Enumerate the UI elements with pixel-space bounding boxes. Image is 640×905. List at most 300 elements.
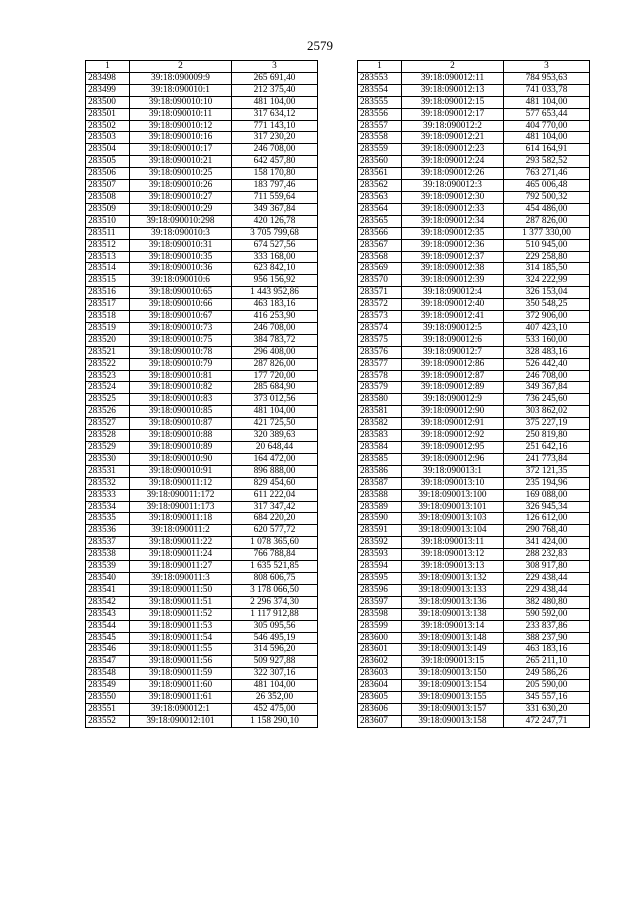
cadastral-number-cell: 39:18:090012:91 <box>402 418 504 430</box>
value-cell: 533 160,00 <box>504 334 590 346</box>
cadastral-number-cell: 39:18:090011:18 <box>130 513 232 525</box>
value-cell: 287 826,00 <box>232 358 318 370</box>
value-cell: 293 582,52 <box>504 156 590 168</box>
cadastral-number-cell: 39:18:090010:26 <box>130 180 232 192</box>
value-cell: 308 917,80 <box>504 561 590 573</box>
cadastral-number-cell: 39:18:090010:10 <box>130 96 232 108</box>
cadastral-number-cell: 39:18:090013:138 <box>402 608 504 620</box>
cadastral-number-cell: 39:18:090010:11 <box>130 108 232 120</box>
table-row <box>86 418 318 430</box>
left-table <box>85 60 318 728</box>
table-row <box>358 382 590 394</box>
value-cell: 350 548,25 <box>504 299 590 311</box>
table-row <box>358 358 590 370</box>
value-cell: 349 367,84 <box>232 203 318 215</box>
cadastral-number-cell: 39:18:090013:136 <box>402 596 504 608</box>
cadastral-number-cell: 39:18:090013:104 <box>402 525 504 537</box>
value-cell: 481 104,00 <box>504 96 590 108</box>
cadastral-number-cell: 39:18:090010:81 <box>130 370 232 382</box>
cadastral-number-cell: 39:18:090011:56 <box>130 656 232 668</box>
cadastral-number-cell: 39:18:090010:1 <box>130 84 232 96</box>
row-number-cell: 283545 <box>86 632 130 644</box>
table-row <box>358 191 590 203</box>
value-cell: 250 819,80 <box>504 430 590 442</box>
cadastral-number-cell: 39:18:090010:29 <box>130 203 232 215</box>
table-row <box>86 72 318 84</box>
table-row <box>358 608 590 620</box>
table-row <box>86 584 318 596</box>
row-number-cell: 283526 <box>86 406 130 418</box>
table-row <box>358 656 590 668</box>
row-number-cell: 283572 <box>358 299 402 311</box>
cadastral-number-cell: 39:18:090010:82 <box>130 382 232 394</box>
cadastral-number-cell: 39:18:090012:15 <box>402 96 504 108</box>
row-number-cell: 283500 <box>86 96 130 108</box>
table-row <box>358 96 590 108</box>
value-cell: 384 783,72 <box>232 334 318 346</box>
table-row <box>86 215 318 227</box>
cadastral-number-cell: 39:18:090011:3 <box>130 572 232 584</box>
cadastral-number-cell: 39:18:090012:101 <box>130 715 232 727</box>
row-number-cell: 283567 <box>358 239 402 251</box>
table-row <box>86 525 318 537</box>
table-row <box>86 608 318 620</box>
value-cell: 241 773,84 <box>504 453 590 465</box>
value-cell: 317 347,42 <box>232 501 318 513</box>
column-header-1: 1 <box>358 61 402 73</box>
row-number-cell: 283589 <box>358 501 402 513</box>
table-row <box>358 465 590 477</box>
cadastral-number-cell: 39:18:090010:79 <box>130 358 232 370</box>
value-cell: 2 296 374,30 <box>232 596 318 608</box>
row-number-cell: 283597 <box>358 596 402 608</box>
row-number-cell: 283537 <box>86 537 130 549</box>
row-number-cell: 283510 <box>86 215 130 227</box>
value-cell: 620 577,72 <box>232 525 318 537</box>
value-cell: 771 143,10 <box>232 120 318 132</box>
row-number-cell: 283604 <box>358 680 402 692</box>
table-row <box>358 203 590 215</box>
value-cell: 229 438,44 <box>504 584 590 596</box>
cadastral-number-cell: 39:18:090011:27 <box>130 561 232 573</box>
value-cell: 326 945,34 <box>504 501 590 513</box>
row-number-cell: 283530 <box>86 453 130 465</box>
cadastral-number-cell: 39:18:090012:33 <box>402 203 504 215</box>
cadastral-number-cell: 39:18:090010:6 <box>130 275 232 287</box>
row-number-cell: 283595 <box>358 572 402 584</box>
row-number-cell: 283582 <box>358 418 402 430</box>
table-row <box>358 584 590 596</box>
table-row <box>358 156 590 168</box>
table-row <box>358 334 590 346</box>
cadastral-number-cell: 39:18:090010:36 <box>130 263 232 275</box>
page-number: 2579 <box>307 38 333 53</box>
cadastral-number-cell: 39:18:090013:1 <box>402 465 504 477</box>
value-cell: 1 117 912,88 <box>232 608 318 620</box>
row-number-cell: 283563 <box>358 191 402 203</box>
row-number-cell: 283602 <box>358 656 402 668</box>
cadastral-number-cell: 39:18:090012:38 <box>402 263 504 275</box>
value-cell: 454 486,00 <box>504 203 590 215</box>
cadastral-number-cell: 39:18:090010:91 <box>130 465 232 477</box>
cadastral-number-cell: 39:18:090012:21 <box>402 132 504 144</box>
row-number-cell: 283558 <box>358 132 402 144</box>
row-number-cell: 283573 <box>358 311 402 323</box>
table-row <box>86 394 318 406</box>
value-cell: 792 500,32 <box>504 191 590 203</box>
table-row <box>358 263 590 275</box>
table-row <box>86 263 318 275</box>
cadastral-number-cell: 39:18:090012:3 <box>402 180 504 192</box>
cadastral-number-cell: 39:18:090013:155 <box>402 692 504 704</box>
table-row <box>358 644 590 656</box>
table-row <box>86 156 318 168</box>
row-number-cell: 283525 <box>86 394 130 406</box>
cadastral-number-cell: 39:18:090012:36 <box>402 239 504 251</box>
row-number-cell: 283522 <box>86 358 130 370</box>
row-number-cell: 283548 <box>86 668 130 680</box>
row-number-cell: 283535 <box>86 513 130 525</box>
cadastral-number-cell: 39:18:090009:9 <box>130 72 232 84</box>
row-number-cell: 283503 <box>86 132 130 144</box>
row-number-cell: 283600 <box>358 632 402 644</box>
row-number-cell: 283523 <box>86 370 130 382</box>
cadastral-number-cell: 39:18:090012:90 <box>402 406 504 418</box>
value-cell: 3 178 066,50 <box>232 584 318 596</box>
cadastral-number-cell: 39:18:090012:34 <box>402 215 504 227</box>
row-number-cell: 283515 <box>86 275 130 287</box>
table-row <box>86 84 318 96</box>
value-cell: 177 720,00 <box>232 370 318 382</box>
cadastral-number-cell: 39:18:090010:27 <box>130 191 232 203</box>
table-row <box>86 656 318 668</box>
table-row <box>358 370 590 382</box>
row-number-cell: 283505 <box>86 156 130 168</box>
table-row <box>358 239 590 251</box>
table-row <box>86 96 318 108</box>
value-cell: 465 006,48 <box>504 180 590 192</box>
value-cell: 611 222,04 <box>232 489 318 501</box>
row-number-cell: 283516 <box>86 287 130 299</box>
cadastral-number-cell: 39:18:090012:2 <box>402 120 504 132</box>
row-number-cell: 283543 <box>86 608 130 620</box>
table-row <box>358 251 590 263</box>
value-cell: 674 527,56 <box>232 239 318 251</box>
table-row <box>86 382 318 394</box>
row-number-cell: 283546 <box>86 644 130 656</box>
row-number-cell: 283592 <box>358 537 402 549</box>
row-number-cell: 283570 <box>358 275 402 287</box>
cadastral-number-cell: 39:18:090013:157 <box>402 703 504 715</box>
cadastral-number-cell: 39:18:090013:11 <box>402 537 504 549</box>
value-cell: 372 906,00 <box>504 311 590 323</box>
cadastral-number-cell: 39:18:090010:25 <box>130 168 232 180</box>
cadastral-number-cell: 39:18:090013:133 <box>402 584 504 596</box>
table-row <box>358 132 590 144</box>
table-row <box>86 692 318 704</box>
table-row <box>86 144 318 156</box>
value-cell: 246 708,00 <box>232 144 318 156</box>
value-cell: 251 642,16 <box>504 442 590 454</box>
value-cell: 404 770,00 <box>504 120 590 132</box>
cadastral-number-cell: 39:18:090013:14 <box>402 620 504 632</box>
cadastral-number-cell: 39:18:090010:298 <box>130 215 232 227</box>
value-cell: 481 104,00 <box>232 96 318 108</box>
row-number-cell: 283553 <box>358 72 402 84</box>
row-number-cell: 283578 <box>358 370 402 382</box>
row-number-cell: 283594 <box>358 561 402 573</box>
cadastral-number-cell: 39:18:090012:11 <box>402 72 504 84</box>
cadastral-number-cell: 39:18:090011:54 <box>130 632 232 644</box>
table-row <box>86 180 318 192</box>
value-cell: 463 183,16 <box>232 299 318 311</box>
cadastral-number-cell: 39:18:090011:59 <box>130 668 232 680</box>
table-row <box>358 561 590 573</box>
table-row <box>86 287 318 299</box>
value-cell: 420 126,78 <box>232 215 318 227</box>
table-row <box>358 144 590 156</box>
value-cell: 212 375,40 <box>232 84 318 96</box>
value-cell: 169 088,00 <box>504 489 590 501</box>
value-cell: 205 590,00 <box>504 680 590 692</box>
value-cell: 421 725,50 <box>232 418 318 430</box>
table-row <box>86 239 318 251</box>
row-number-cell: 283536 <box>86 525 130 537</box>
table-row <box>86 715 318 727</box>
cadastral-number-cell: 39:18:090012:13 <box>402 84 504 96</box>
table-row <box>86 334 318 346</box>
cadastral-number-cell: 39:18:090011:173 <box>130 501 232 513</box>
row-number-cell: 283498 <box>86 72 130 84</box>
value-cell: 766 788,84 <box>232 549 318 561</box>
row-number-cell: 283518 <box>86 311 130 323</box>
cadastral-number-cell: 39:18:090010:17 <box>130 144 232 156</box>
value-cell: 546 495,19 <box>232 632 318 644</box>
cadastral-number-cell: 39:18:090010:78 <box>130 346 232 358</box>
cadastral-number-cell: 39:18:090010:21 <box>130 156 232 168</box>
cadastral-number-cell: 39:18:090010:35 <box>130 251 232 263</box>
cadastral-number-cell: 39:18:090012:4 <box>402 287 504 299</box>
value-cell: 373 012,56 <box>232 394 318 406</box>
cadastral-number-cell: 39:18:090011:52 <box>130 608 232 620</box>
value-cell: 1 443 952,86 <box>232 287 318 299</box>
value-cell: 388 237,90 <box>504 632 590 644</box>
row-number-cell: 283566 <box>358 227 402 239</box>
value-cell: 233 837,86 <box>504 620 590 632</box>
value-cell: 763 271,46 <box>504 168 590 180</box>
row-number-cell: 283561 <box>358 168 402 180</box>
row-number-cell: 283568 <box>358 251 402 263</box>
table-row <box>358 84 590 96</box>
row-number-cell: 283507 <box>86 180 130 192</box>
value-cell: 345 557,16 <box>504 692 590 704</box>
row-number-cell: 283549 <box>86 680 130 692</box>
cadastral-number-cell: 39:18:090012:7 <box>402 346 504 358</box>
row-number-cell: 283562 <box>358 180 402 192</box>
value-cell: 684 220,20 <box>232 513 318 525</box>
row-number-cell: 283521 <box>86 346 130 358</box>
cadastral-number-cell: 39:18:090011:51 <box>130 596 232 608</box>
value-cell: 229 258,80 <box>504 251 590 263</box>
cadastral-number-cell: 39:18:090010:3 <box>130 227 232 239</box>
value-cell: 463 183,16 <box>504 644 590 656</box>
cadastral-number-cell: 39:18:090013:101 <box>402 501 504 513</box>
value-cell: 317 230,20 <box>232 132 318 144</box>
table-row <box>358 120 590 132</box>
value-cell: 590 592,00 <box>504 608 590 620</box>
value-cell: 314 596,20 <box>232 644 318 656</box>
table-row <box>86 453 318 465</box>
row-number-cell: 283527 <box>86 418 130 430</box>
value-cell: 303 862,02 <box>504 406 590 418</box>
table-row <box>358 632 590 644</box>
row-number-cell: 283501 <box>86 108 130 120</box>
value-cell: 481 104,00 <box>504 132 590 144</box>
value-cell: 328 483,16 <box>504 346 590 358</box>
row-number-cell: 283555 <box>358 96 402 108</box>
table-row <box>358 537 590 549</box>
table-row <box>86 346 318 358</box>
cadastral-number-cell: 39:18:090012:1 <box>130 703 232 715</box>
row-number-cell: 283554 <box>358 84 402 96</box>
table-row <box>358 442 590 454</box>
cadastral-number-cell: 39:18:090012:26 <box>402 168 504 180</box>
cadastral-number-cell: 39:18:090012:30 <box>402 191 504 203</box>
value-cell: 288 232,83 <box>504 549 590 561</box>
table-row <box>358 311 590 323</box>
table-row <box>358 287 590 299</box>
cadastral-number-cell: 39:18:090010:85 <box>130 406 232 418</box>
cadastral-number-cell: 39:18:090010:65 <box>130 287 232 299</box>
value-cell: 183 797,46 <box>232 180 318 192</box>
cadastral-number-cell: 39:18:090012:35 <box>402 227 504 239</box>
cadastral-number-cell: 39:18:090011:50 <box>130 584 232 596</box>
cadastral-number-cell: 39:18:090011:22 <box>130 537 232 549</box>
row-number-cell: 283533 <box>86 489 130 501</box>
table-row <box>86 513 318 525</box>
table-row <box>86 501 318 513</box>
value-cell: 481 104,00 <box>232 680 318 692</box>
value-cell: 285 684,90 <box>232 382 318 394</box>
cadastral-number-cell: 39:18:090012:41 <box>402 311 504 323</box>
cadastral-number-cell: 39:18:090011:53 <box>130 620 232 632</box>
row-number-cell: 283512 <box>86 239 130 251</box>
value-cell: 509 927,88 <box>232 656 318 668</box>
value-cell: 1 158 290,10 <box>232 715 318 727</box>
cadastral-number-cell: 39:18:090013:158 <box>402 715 504 727</box>
table-row <box>86 227 318 239</box>
table-row <box>86 203 318 215</box>
value-cell: 452 475,00 <box>232 703 318 715</box>
table-row <box>86 620 318 632</box>
value-cell: 324 222,99 <box>504 275 590 287</box>
cadastral-number-cell: 39:18:090012:40 <box>402 299 504 311</box>
value-cell: 265 211,10 <box>504 656 590 668</box>
value-cell: 956 156,92 <box>232 275 318 287</box>
value-cell: 808 606,75 <box>232 572 318 584</box>
value-cell: 372 121,35 <box>504 465 590 477</box>
row-number-cell: 283583 <box>358 430 402 442</box>
table-row <box>358 477 590 489</box>
column-header-2: 2 <box>130 61 232 73</box>
cadastral-number-cell: 39:18:090011:55 <box>130 644 232 656</box>
row-number-cell: 283571 <box>358 287 402 299</box>
row-number-cell: 283528 <box>86 430 130 442</box>
column-header-1: 1 <box>86 61 130 73</box>
cadastral-number-cell: 39:18:090010:16 <box>130 132 232 144</box>
value-cell: 577 653,44 <box>504 108 590 120</box>
value-cell: 829 454,60 <box>232 477 318 489</box>
row-number-cell: 283585 <box>358 453 402 465</box>
value-cell: 317 634,12 <box>232 108 318 120</box>
table-row <box>358 322 590 334</box>
value-cell: 331 630,20 <box>504 703 590 715</box>
cadastral-number-cell: 39:18:090013:10 <box>402 477 504 489</box>
header-row <box>86 61 318 73</box>
row-number-cell: 283581 <box>358 406 402 418</box>
value-cell: 296 408,00 <box>232 346 318 358</box>
value-cell: 322 307,16 <box>232 668 318 680</box>
table-row <box>358 715 590 727</box>
table-row <box>86 442 318 454</box>
cadastral-number-cell: 39:18:090011:61 <box>130 692 232 704</box>
row-number-cell: 283544 <box>86 620 130 632</box>
value-cell: 642 457,80 <box>232 156 318 168</box>
cadastral-number-cell: 39:18:090012:17 <box>402 108 504 120</box>
row-number-cell: 283499 <box>86 84 130 96</box>
value-cell: 246 708,00 <box>232 322 318 334</box>
row-number-cell: 283509 <box>86 203 130 215</box>
row-number-cell: 283531 <box>86 465 130 477</box>
table-row <box>86 406 318 418</box>
row-number-cell: 283540 <box>86 572 130 584</box>
row-number-cell: 283586 <box>358 465 402 477</box>
column-header-3: 3 <box>504 61 590 73</box>
cadastral-number-cell: 39:18:090011:24 <box>130 549 232 561</box>
value-cell: 314 185,50 <box>504 263 590 275</box>
value-cell: 126 612,00 <box>504 513 590 525</box>
table-row <box>86 489 318 501</box>
cadastral-number-cell: 39:18:090013:149 <box>402 644 504 656</box>
table-row <box>358 394 590 406</box>
table-row <box>86 311 318 323</box>
value-cell: 1 377 330,00 <box>504 227 590 239</box>
table-row <box>86 477 318 489</box>
value-cell: 341 424,00 <box>504 537 590 549</box>
cadastral-number-cell: 39:18:090013:12 <box>402 549 504 561</box>
value-cell: 896 888,00 <box>232 465 318 477</box>
cadastral-number-cell: 39:18:090010:73 <box>130 322 232 334</box>
value-cell: 290 768,40 <box>504 525 590 537</box>
row-number-cell: 283502 <box>86 120 130 132</box>
value-cell: 375 227,19 <box>504 418 590 430</box>
value-cell: 235 194,96 <box>504 477 590 489</box>
cadastral-number-cell: 39:18:090012:87 <box>402 370 504 382</box>
cadastral-number-cell: 39:18:090012:86 <box>402 358 504 370</box>
row-number-cell: 283605 <box>358 692 402 704</box>
row-number-cell: 283542 <box>86 596 130 608</box>
row-number-cell: 283551 <box>86 703 130 715</box>
table-row <box>86 572 318 584</box>
table-row <box>86 537 318 549</box>
row-number-cell: 283556 <box>358 108 402 120</box>
value-cell: 736 245,60 <box>504 394 590 406</box>
table-row <box>358 275 590 287</box>
row-number-cell: 283574 <box>358 322 402 334</box>
cadastral-number-cell: 39:18:090012:89 <box>402 382 504 394</box>
row-number-cell: 283520 <box>86 334 130 346</box>
table-row <box>86 358 318 370</box>
